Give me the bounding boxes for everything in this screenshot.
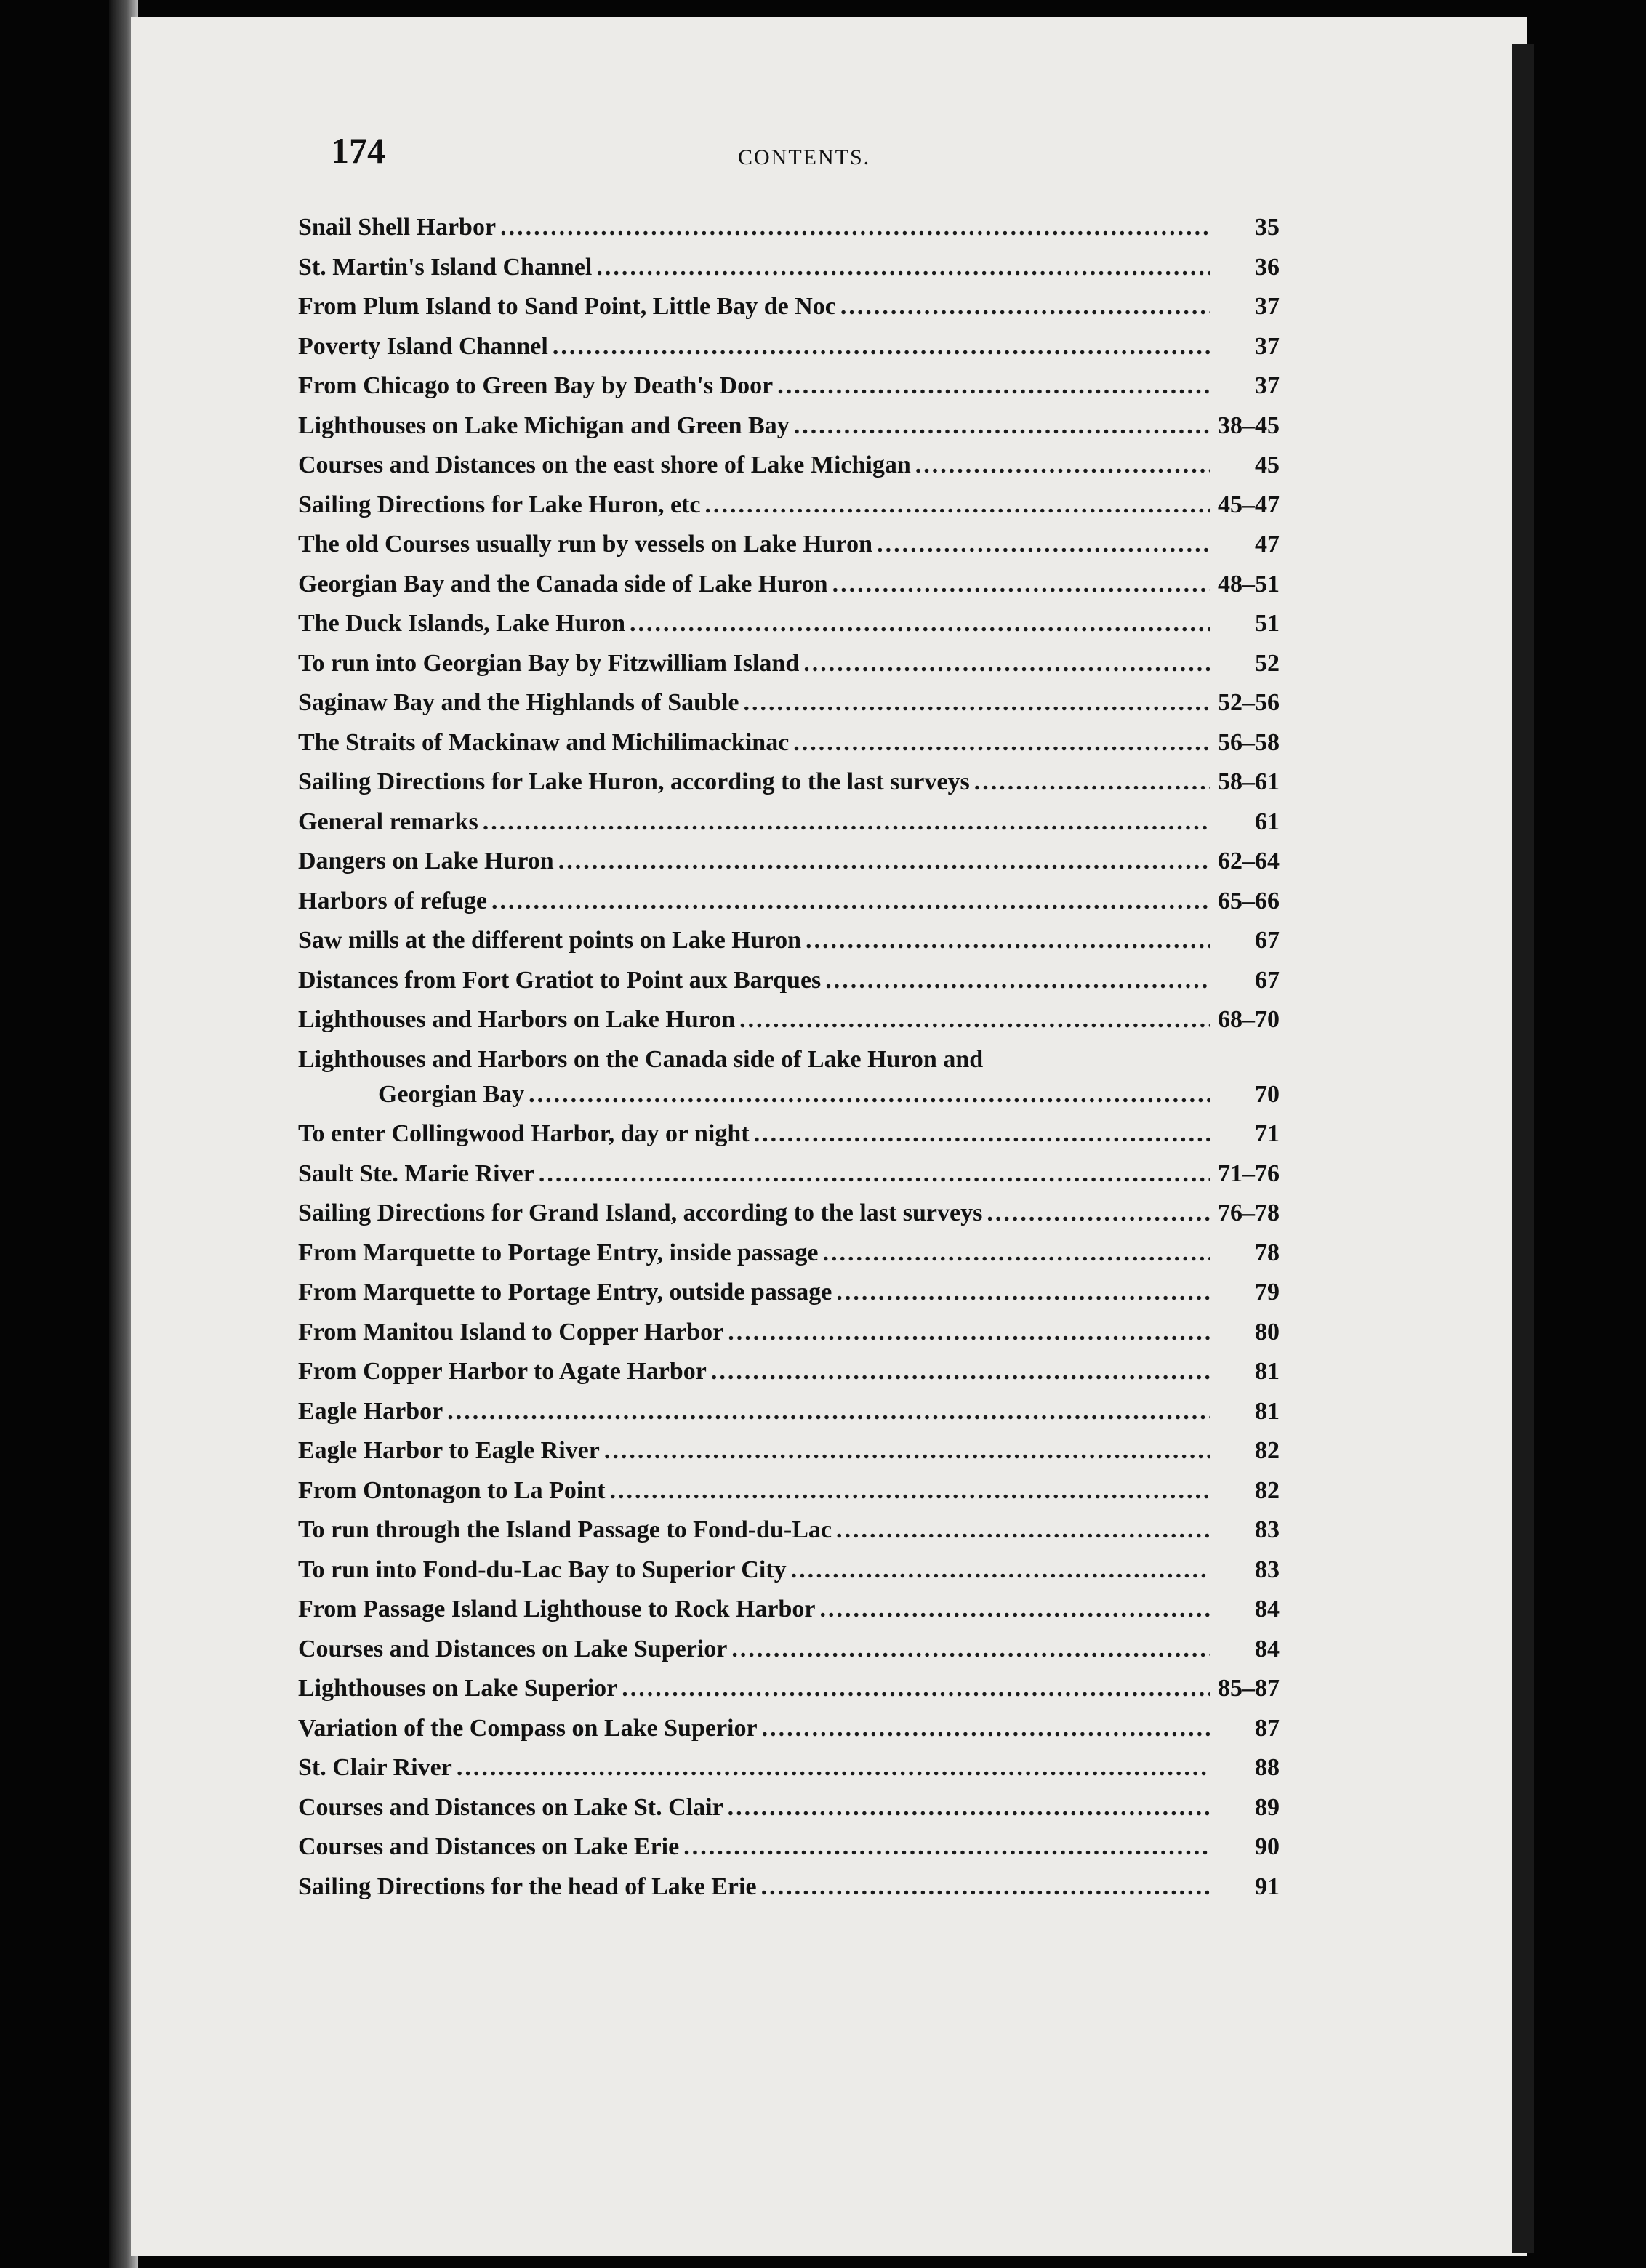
toc-entry-page: 70 [1255, 1080, 1280, 1108]
toc-entry-page: 81 [1255, 1358, 1280, 1385]
toc-entry-title: The Duck Islands, Lake Huron [298, 610, 626, 637]
toc-entry-page: 67 [1255, 966, 1280, 994]
toc-entry-title: From Passage Island Lighthouse to Rock Harbor [298, 1596, 816, 1622]
toc-entry [298, 491, 1280, 531]
dot-leader [794, 412, 1210, 440]
toc-entry-page: 65–66 [1218, 887, 1280, 914]
toc-entry-title: Sault Ste. Marie River [298, 1159, 534, 1187]
toc-entry-page: 37 [1255, 332, 1280, 360]
dot-leader [539, 1160, 1210, 1188]
toc-entry-title: Lighthouses on Lake Michigan and Green Bay [298, 411, 790, 439]
toc-entry [298, 1794, 1280, 1834]
toc-entry-title: From Copper Harbor to Agate Harbor [298, 1358, 707, 1385]
toc-entry-page: 56–58 [1218, 728, 1280, 756]
toc-entry-page: 82 [1255, 1437, 1280, 1464]
toc-entry-title: The old Courses usually run by vessels on Lake Huron [298, 531, 873, 558]
dot-leader [987, 1199, 1210, 1227]
dot-leader [683, 1833, 1210, 1861]
toc-entry-title: From Manitou Island to Copper Harbor [298, 1318, 724, 1346]
toc-entry-title: Eagle Harbor [298, 1397, 443, 1425]
dot-leader [457, 1754, 1210, 1782]
toc-entry [298, 1437, 1280, 1477]
toc-entry [298, 412, 1280, 452]
toc-entry [298, 1675, 1280, 1715]
toc-entry-title: General remarks [298, 808, 478, 835]
toc-entry-page: 80 [1255, 1318, 1280, 1346]
toc-entry-title: From Plum Island to Sand Point, Little Bay de Noc [298, 293, 836, 320]
toc-entry [298, 610, 1280, 650]
toc-entry-page: 78 [1255, 1239, 1280, 1266]
toc-entry [298, 1120, 1280, 1160]
toc-entry-page: 58–61 [1218, 768, 1280, 795]
toc-entry-page: 36 [1255, 253, 1280, 281]
toc-entry [298, 1715, 1280, 1755]
toc-entry-title: Saginaw Bay and the Highlands of Sauble [298, 689, 739, 716]
dot-leader [491, 888, 1210, 915]
toc-entry-page: 52 [1255, 649, 1280, 677]
toc-entry-page: 35 [1255, 214, 1280, 241]
dot-leader [447, 1398, 1210, 1425]
dot-leader [915, 451, 1210, 479]
toc-entry-page: 67 [1255, 927, 1280, 954]
dot-leader [832, 571, 1210, 598]
toc-entry-page: 89 [1255, 1793, 1280, 1821]
toc-entry-page: 84 [1255, 1596, 1280, 1622]
toc-entry [298, 1754, 1280, 1794]
toc-entry-title: Eagle Harbor to Eagle River [298, 1437, 600, 1464]
toc-entry [298, 888, 1280, 928]
dot-leader [744, 689, 1210, 717]
toc-entry [298, 451, 1280, 491]
toc-entry [298, 1358, 1280, 1398]
dot-leader [974, 768, 1210, 796]
toc-entry-title: Courses and Distances on Lake Superior [298, 1635, 728, 1662]
dot-leader [630, 610, 1210, 638]
toc-entry-page: 37 [1255, 293, 1280, 320]
toc-entry-page: 82 [1255, 1476, 1280, 1504]
dot-leader [820, 1596, 1210, 1623]
toc-entry-title: Distances from Fort Gratiot to Point aux Barques [298, 966, 822, 994]
toc-entry-page: 61 [1255, 808, 1280, 835]
toc-entry-page: 84 [1255, 1635, 1280, 1662]
toc-entry [298, 927, 1280, 967]
toc-entry [298, 1596, 1280, 1636]
dot-leader [825, 967, 1210, 994]
toc-entry [298, 1477, 1280, 1517]
dot-leader [553, 333, 1210, 361]
toc-entry-page: 38–45 [1218, 411, 1280, 439]
dot-leader [806, 927, 1210, 954]
toc-entry [298, 1279, 1280, 1319]
toc-entry [298, 650, 1280, 690]
toc-entry-page: 88 [1255, 1754, 1280, 1781]
toc-entry-title: Courses and Distances on the east shore of Lake Michigan [298, 451, 911, 478]
toc-entry-page: 90 [1255, 1833, 1280, 1860]
toc-entry-title: Poverty Island Channel [298, 332, 548, 360]
table-of-contents [298, 214, 1280, 1913]
toc-entry-title: Variation of the Compass on Lake Superior [298, 1714, 758, 1742]
toc-entry-title: Sailing Directions for the head of Lake Erie [298, 1873, 757, 1900]
page-right-edge [1512, 44, 1534, 2253]
toc-entry-page: 83 [1255, 1516, 1280, 1543]
toc-entry [298, 1556, 1280, 1596]
toc-entry-page: 47 [1255, 531, 1280, 558]
dot-leader [761, 1873, 1210, 1901]
toc-entry [298, 848, 1280, 888]
toc-entry-page: 48–51 [1218, 570, 1280, 598]
dot-leader [604, 1437, 1210, 1465]
toc-entry [298, 214, 1280, 254]
toc-entry-title: Lighthouses and Harbors on the Canada side of Lake Huron and [298, 1045, 984, 1073]
toc-entry-title: Georgian Bay [378, 1080, 525, 1108]
dot-leader [728, 1794, 1210, 1822]
toc-entry-title: Sailing Directions for Lake Huron, etc [298, 491, 701, 518]
dot-leader [754, 1120, 1210, 1148]
running-head: CONTENTS. [738, 145, 871, 169]
toc-entry-page: 71 [1255, 1120, 1280, 1147]
toc-entry [298, 254, 1280, 294]
toc-entry [298, 333, 1280, 373]
toc-entry [298, 1239, 1280, 1279]
dot-leader [711, 1358, 1210, 1386]
dot-leader [739, 1006, 1210, 1034]
toc-entry-page: 68–70 [1218, 1006, 1280, 1033]
toc-entry-title: Dangers on Lake Huron [298, 848, 554, 874]
toc-entry [298, 1833, 1280, 1873]
toc-entry [298, 1006, 1280, 1046]
page-header [331, 129, 1305, 180]
toc-entry-title: To run into Georgian Bay by Fitzwilliam Island [298, 649, 800, 677]
toc-entry-title: Courses and Distances on Lake St. Clair [298, 1793, 723, 1821]
dot-leader [622, 1675, 1210, 1702]
toc-entry [298, 689, 1280, 729]
dot-leader [728, 1319, 1210, 1346]
dot-leader [793, 729, 1210, 757]
toc-entry-page: 85–87 [1218, 1675, 1280, 1702]
dot-leader [791, 1556, 1210, 1584]
toc-entry-title: To enter Collingwood Harbor, day or night [298, 1120, 750, 1147]
dot-leader [731, 1636, 1210, 1663]
toc-entry-title: Sailing Directions for Lake Huron, according to the last surveys [298, 768, 970, 795]
toc-entry-title: From Ontonagon to La Point [298, 1476, 606, 1504]
toc-entry-page: 87 [1255, 1714, 1280, 1742]
toc-entry [298, 729, 1280, 769]
page-number: 174 [331, 130, 385, 171]
dot-leader [840, 293, 1210, 321]
toc-entry-page: 62–64 [1218, 848, 1280, 874]
dot-leader [483, 808, 1210, 836]
toc-entry-page: 52–56 [1218, 689, 1280, 716]
toc-entry-title: Lighthouses on Lake Superior [298, 1675, 618, 1702]
toc-entry-title: From Chicago to Green Bay by Death's Door [298, 372, 774, 399]
dot-leader [762, 1715, 1210, 1742]
dot-leader [704, 491, 1210, 519]
toc-entry-title: Courses and Distances on Lake Erie [298, 1833, 680, 1860]
toc-entry-title: From Marquette to Portage Entry, outside passage [298, 1279, 832, 1306]
toc-entry-title: St. Martin's Island Channel [298, 253, 593, 281]
dot-leader [596, 254, 1210, 281]
toc-entry-page: 76–78 [1218, 1199, 1280, 1226]
toc-entry-title: To run through the Island Passage to Fond-du-Lac [298, 1516, 832, 1543]
dot-leader [836, 1279, 1210, 1306]
toc-entry-title: Snail Shell Harbor [298, 214, 497, 241]
dot-leader [558, 848, 1210, 875]
toc-entry-page: 51 [1255, 610, 1280, 637]
toc-entry-title: The Straits of Mackinaw and Michilimackinac [298, 728, 790, 756]
toc-entry [298, 967, 1280, 1007]
toc-entry [298, 293, 1280, 333]
toc-entry-title: Georgian Bay and the Canada side of Lake Huron [298, 570, 828, 598]
toc-entry [298, 1873, 1280, 1913]
toc-entry-title: St. Clair River [298, 1754, 452, 1781]
toc-entry-page: 37 [1255, 372, 1280, 399]
toc-entry [298, 808, 1280, 848]
toc-entry [298, 1398, 1280, 1438]
toc-entry-title: Harbors of refuge [298, 887, 487, 914]
toc-entry [298, 1516, 1280, 1556]
toc-entry [298, 1081, 1280, 1121]
toc-entry-page: 79 [1255, 1279, 1280, 1306]
dot-leader [529, 1081, 1210, 1109]
dot-leader [823, 1239, 1211, 1267]
toc-entry-title: Lighthouses and Harbors on Lake Huron [298, 1006, 736, 1033]
toc-entry [298, 372, 1280, 412]
toc-entry [298, 1636, 1280, 1676]
dot-leader [836, 1516, 1210, 1544]
toc-entry-title: Sailing Directions for Grand Island, according to the last surveys [298, 1199, 983, 1226]
dot-leader [610, 1477, 1210, 1505]
dot-leader [803, 650, 1210, 677]
dot-leader [777, 372, 1210, 400]
toc-entry-page: 45–47 [1218, 491, 1280, 518]
toc-entry-page: 91 [1255, 1873, 1280, 1900]
toc-entry-title: From Marquette to Portage Entry, inside passage [298, 1239, 819, 1266]
toc-entry-page: 45 [1255, 451, 1280, 478]
toc-entry [298, 1160, 1280, 1200]
toc-entry [298, 571, 1280, 611]
toc-entry [298, 1199, 1280, 1239]
toc-entry-page: 71–76 [1218, 1159, 1280, 1187]
toc-entry [298, 1046, 1280, 1081]
toc-entry [298, 768, 1280, 808]
toc-entry-title: To run into Fond-du-Lac Bay to Superior City [298, 1556, 787, 1583]
toc-entry-page: 81 [1255, 1397, 1280, 1425]
dot-leader [877, 531, 1210, 558]
toc-entry [298, 531, 1280, 571]
toc-entry [298, 1319, 1280, 1359]
toc-entry-title: Saw mills at the different points on Lake Huron [298, 927, 802, 954]
toc-entry-page: 83 [1255, 1556, 1280, 1583]
dot-leader [500, 214, 1210, 241]
